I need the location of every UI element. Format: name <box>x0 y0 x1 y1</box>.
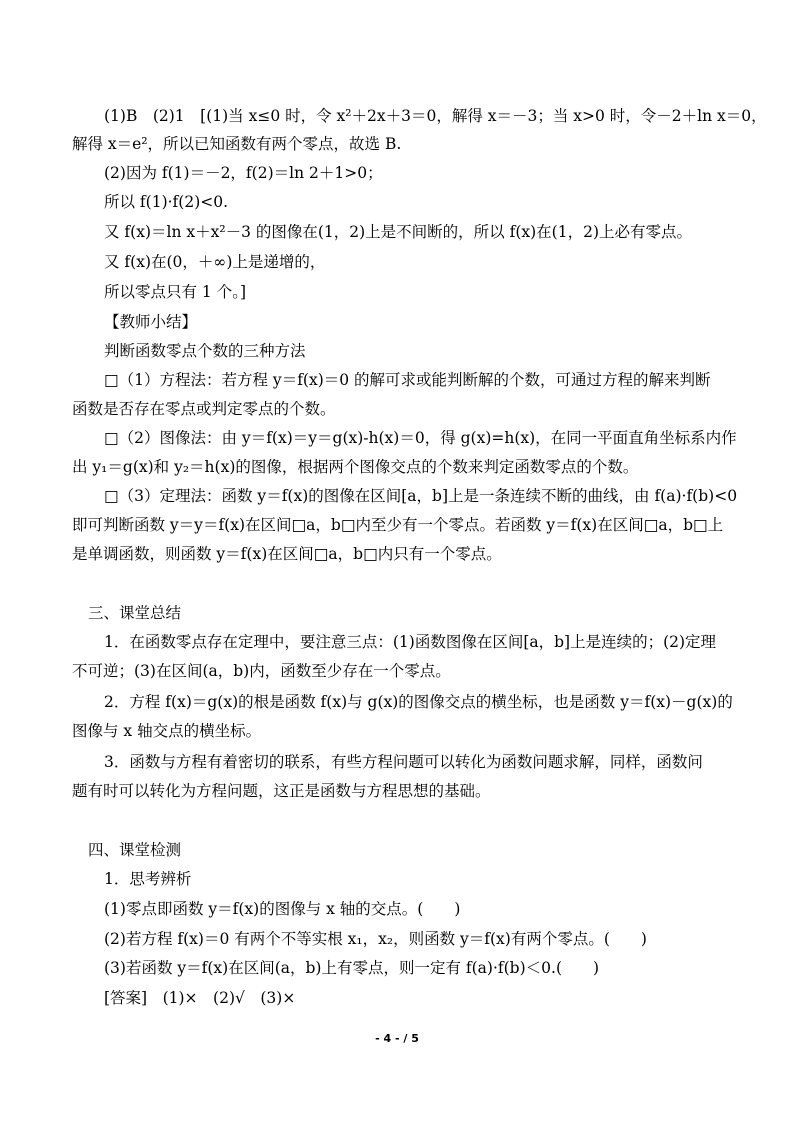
summary-point-3-line-2: 题有时可以转化为方程问题，这正是函数与方程思想的基础。 <box>72 782 491 800</box>
answer-line-1: (1)B (2)1 [(1)当 x≤0 时，令 x²＋2x＋3＝0，解得 x＝－3；当 x>0 时，令－2＋ln x＝0， <box>104 107 767 125</box>
method-3-line-1: □（3）定理法：函数 y＝f(x)的图像在区间[a，b]上是一条连续不断的曲线，由 f(a)·f(b)<0 <box>104 487 738 505</box>
section-3-heading: 三、课堂总结 <box>88 604 182 622</box>
summary-point-3-line-1: 3．函数与方程有着密切的联系，有些方程问题可以转化为函数问题求解，同样，函数问 <box>104 753 703 771</box>
answer-line-5: 又 f(x)＝ln x＋x²－3 的图像在(1，2)上是不间断的，所以 f(x)在(1，2)上必有零点。 <box>104 223 692 241</box>
answer-line-7: 所以零点只有 1 个。] <box>104 283 247 301</box>
method-1-line-1: □（1）方程法：若方程 y＝f(x)＝0 的解可求或能判断解的个数，可通过方程的解来判断 <box>104 371 711 389</box>
exercise-item-1: (1)零点即函数 y＝f(x)的图像与 x 轴的交点。( ) <box>104 900 461 918</box>
summary-subtitle: 判断函数零点个数的三种方法 <box>104 342 306 360</box>
exercise-item-3: (3)若函数 y＝f(x)在区间(a，b)上有零点，则一定有 f(a)·f(b)＜0.( ) <box>104 959 600 977</box>
answer-line-6: 又 f(x)在(0，＋∞)上是递增的， <box>104 253 326 271</box>
method-2-line-1: □（2）图像法：由 y＝f(x)＝y＝g(x)-h(x)＝0，得 g(x)=h(x)，在同一平面直角坐标系内作 <box>104 429 737 447</box>
answer-line-4: 所以 f(1)·f(2)<0. <box>104 193 229 211</box>
answer-line-2: 解得 x＝e²，所以已知函数有两个零点，故选 B. <box>72 135 402 153</box>
summary-point-1-line-2: 不可逆；(3)在区间(a，b)内，函数至少存在一个零点。 <box>72 662 451 680</box>
answer-key: [答案] (1)× (2)√ (3)× <box>104 989 296 1007</box>
method-3-line-3: 是单调函数，则函数 y＝f(x)在区间□a，b□内只有一个零点。 <box>72 545 502 563</box>
exercise-item-2: (2)若方程 f(x)＝0 有两个不等实根 x₁，x₂，则函数 y＝f(x)有两个零点。( ) <box>104 930 647 948</box>
summary-point-2-line-2: 图像与 x 轴交点的横坐标。 <box>72 722 262 740</box>
method-3-line-2: 即可判断函数 y＝y＝f(x)在区间□a，b□内至少有一个零点。若函数 y＝f(x)在区间□a，b□上 <box>72 516 724 534</box>
answer-line-3: (2)因为 f(1)＝－2，f(2)＝ln 2＋1>0； <box>104 164 383 182</box>
exercise-1-title: 1．思考辨析 <box>104 870 192 888</box>
section-4-heading: 四、课堂检测 <box>88 841 182 859</box>
summary-point-1-line-1: 1．在函数零点存在定理中，要注意三点：(1)函数图像在区间[a，b]上是连续的；(2)定理 <box>104 633 717 651</box>
method-1-line-2: 函数是否存在零点或判定零点的个数。 <box>72 400 336 418</box>
page-number: - 4 - / 5 <box>375 1032 419 1045</box>
teacher-summary-heading: 【教师小结】 <box>104 313 198 331</box>
summary-point-2-line-1: 2．方程 f(x)＝g(x)的根是函数 f(x)与 g(x)的图像交点的横坐标，也是函数 y＝f(x)－g(x)的 <box>104 693 733 711</box>
method-2-line-2: 出 y₁＝g(x)和 y₂＝h(x)的图像，根据两个图像交点的个数来判定函数零点的个数。 <box>72 458 639 476</box>
